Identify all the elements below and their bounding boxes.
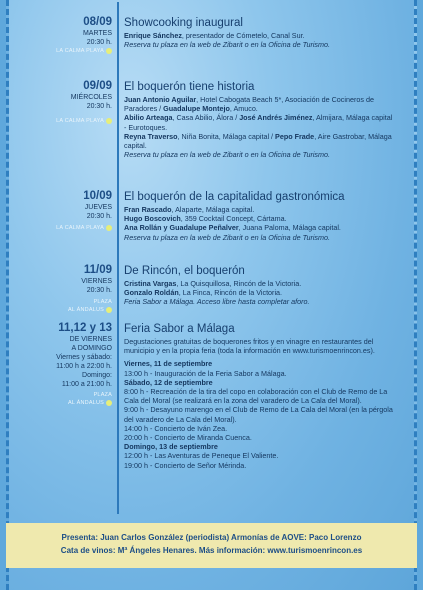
event-day: MIÉRCOLES [70, 94, 112, 101]
sun-icon [106, 118, 112, 124]
event-day: JUEVES [84, 204, 112, 211]
event-date: 10/09 [83, 190, 112, 202]
event-day-2: A DOMINGO [71, 345, 112, 352]
footer-info: Cata de vinos: Mª Ángeles Henares. Más información: www.turismoenrincon.es [60, 546, 363, 555]
sun-icon [106, 225, 112, 231]
event-line: Reyna Traverso, Niña Bonita, Málaga capital / Pepo Frade, Aire Gastrobar, Málaga [124, 131, 392, 141]
schedule-day-heading: Domingo, 13 de septiembre [124, 442, 218, 452]
event-date-block [9, 322, 112, 407]
event-line: Fran Rascado, Alaparte, Málaga capital. [124, 205, 255, 214]
event-line: Hugo Boscovich, 359 Cocktail Concept, Cártama. [124, 214, 287, 224]
event-line: capital. [124, 141, 147, 151]
event-venue-line1: PLAZA [93, 392, 112, 398]
credits-footer [6, 523, 417, 568]
event-hours: 11:00 a 21:00 h. [61, 381, 112, 388]
event-venue: LA CALMA PLAYA [9, 224, 112, 232]
event-day: VIERNES [81, 278, 112, 285]
event-date: 08/09 [83, 16, 112, 28]
event-line: Gonzalo Roldán, La Finca, Rincón de la Victoria. [124, 288, 283, 298]
event-reservation-note: Reserva tu plaza en la web de Zibarit o en la Oficina de Turismo. [124, 232, 331, 242]
event-venue: LA CALMA PLAYA [9, 47, 112, 55]
event-title: Showcooking inaugural [124, 17, 243, 29]
event-venue: AL ÁNDALUS [9, 306, 112, 314]
event-content [124, 264, 410, 307]
event-date: 11/09 [83, 264, 112, 276]
schedule-item: 19:00 h - Concierto de Señor Mérinda. [124, 460, 247, 470]
event-line: Ana Rollán y Guadalupe Peñalver, Juana Paloma, Málaga capital. [124, 223, 341, 233]
schedule-item: Cala del Moral (se realizará en la zona del varadero de La Cala del Moral). [124, 396, 362, 406]
event-line: Cristina Vargas, La Quisquillosa, Rincón de la Victoria. [124, 279, 302, 288]
schedule-item: 12:00 h - Las Aventuras de Peneque El Valiente. [124, 451, 279, 461]
event-time: 20:30 h. [86, 213, 112, 220]
event-reservation-note: Reserva tu plaza en la web de Zibarit o en la Oficina de Turismo. [124, 40, 331, 50]
schedule-item: 13:00 h - Inauguración de la Feria Sabor a Málaga. [124, 368, 287, 378]
event-day: MARTES [82, 30, 112, 37]
event-content [124, 16, 410, 49]
event-date-block [9, 190, 112, 232]
schedule-day-heading: Viernes, 11 de septiembre [124, 359, 213, 369]
event-day: DE VIERNES [69, 336, 112, 343]
schedule-item: 14:00 h - Concierto de Iván Zea. [124, 423, 228, 433]
event-title: El boquerón tiene historia [124, 81, 255, 93]
feria-intro: Degustaciones gratuitas de boquerones fritos y en vinagre en restaurantes del [124, 337, 374, 346]
event-content [124, 80, 410, 159]
event-time: 20:30 h. [86, 39, 112, 46]
event-line: Paradores / Guadalupe Montejo, Amuco. [124, 104, 258, 114]
event-content [124, 322, 410, 470]
event-time: 20:30 h. [86, 103, 112, 110]
event-line: Abilio Arteaga, Casa Abilio, Álora / José Andrés Jiménez, Almijara, Málaga capital [124, 113, 393, 123]
schedule-item: del varadero de La Cala del Moral). [124, 414, 237, 424]
event-hours: Viernes y sábado: [56, 354, 112, 361]
event-hours: 11:00 h a 22:00 h. [56, 363, 112, 370]
event-line: Juan Antonio Aguilar, Hotel Cabogata Beach 5*, Asociación de Cocineros de [124, 95, 374, 104]
event-hours: Domingo: [82, 372, 112, 379]
sun-icon [106, 400, 112, 406]
event-venue: AL ÁNDALUS [9, 399, 112, 407]
sun-icon [106, 48, 112, 54]
footer-presenter: Presenta: Juan Carlos González (periodista) Armonías de AOVE: Paco Lorenzo [61, 533, 362, 542]
feria-intro: municipio y en la propia feria (toda la información en www.turismoenrincon.es). [124, 346, 375, 356]
schedule-item: 8:00 h - Recreación de la tira del copo en colaboración con el Club de Remo de La [124, 387, 388, 397]
event-venue-line1: PLAZA [93, 299, 112, 305]
event-venue: LA CALMA PLAYA [9, 117, 112, 125]
event-date: 11,12 y 13 [58, 322, 112, 334]
program-sheet [6, 0, 417, 590]
event-time: 20:30 h. [86, 287, 112, 294]
event-access-note: Feria Sabor a Málaga. Acceso libre hasta completar aforo. [124, 297, 310, 307]
event-title: Feria Sabor a Málaga [124, 323, 235, 335]
event-date-block [9, 16, 112, 55]
event-date-block [9, 80, 112, 125]
schedule-item: 20:00 h - Concierto de Miranda Cuenca. [124, 433, 252, 443]
sun-icon [106, 307, 112, 313]
event-reservation-note: Reserva tu plaza en la web de Zibarit o en la Oficina de Turismo. [124, 150, 331, 160]
schedule-day-heading: Sábado, 12 de septiembre [124, 377, 213, 387]
event-content [124, 190, 410, 242]
event-line: Enrique Sánchez, presentador de Cómetelo, Canal Sur. [124, 31, 305, 40]
event-line: - Eurotoques. [124, 122, 168, 132]
timeline-divider [117, 2, 119, 514]
event-title: El boquerón de la capitalidad gastronómica [124, 191, 345, 203]
event-date-block [9, 264, 112, 314]
event-date: 09/09 [83, 80, 112, 92]
event-title: De Rincón, el boquerón [124, 265, 245, 277]
schedule-item: 9:00 h - Desayuno marengo en el Club de Remo de La Cala del Moral (en la pérgola [124, 405, 393, 415]
